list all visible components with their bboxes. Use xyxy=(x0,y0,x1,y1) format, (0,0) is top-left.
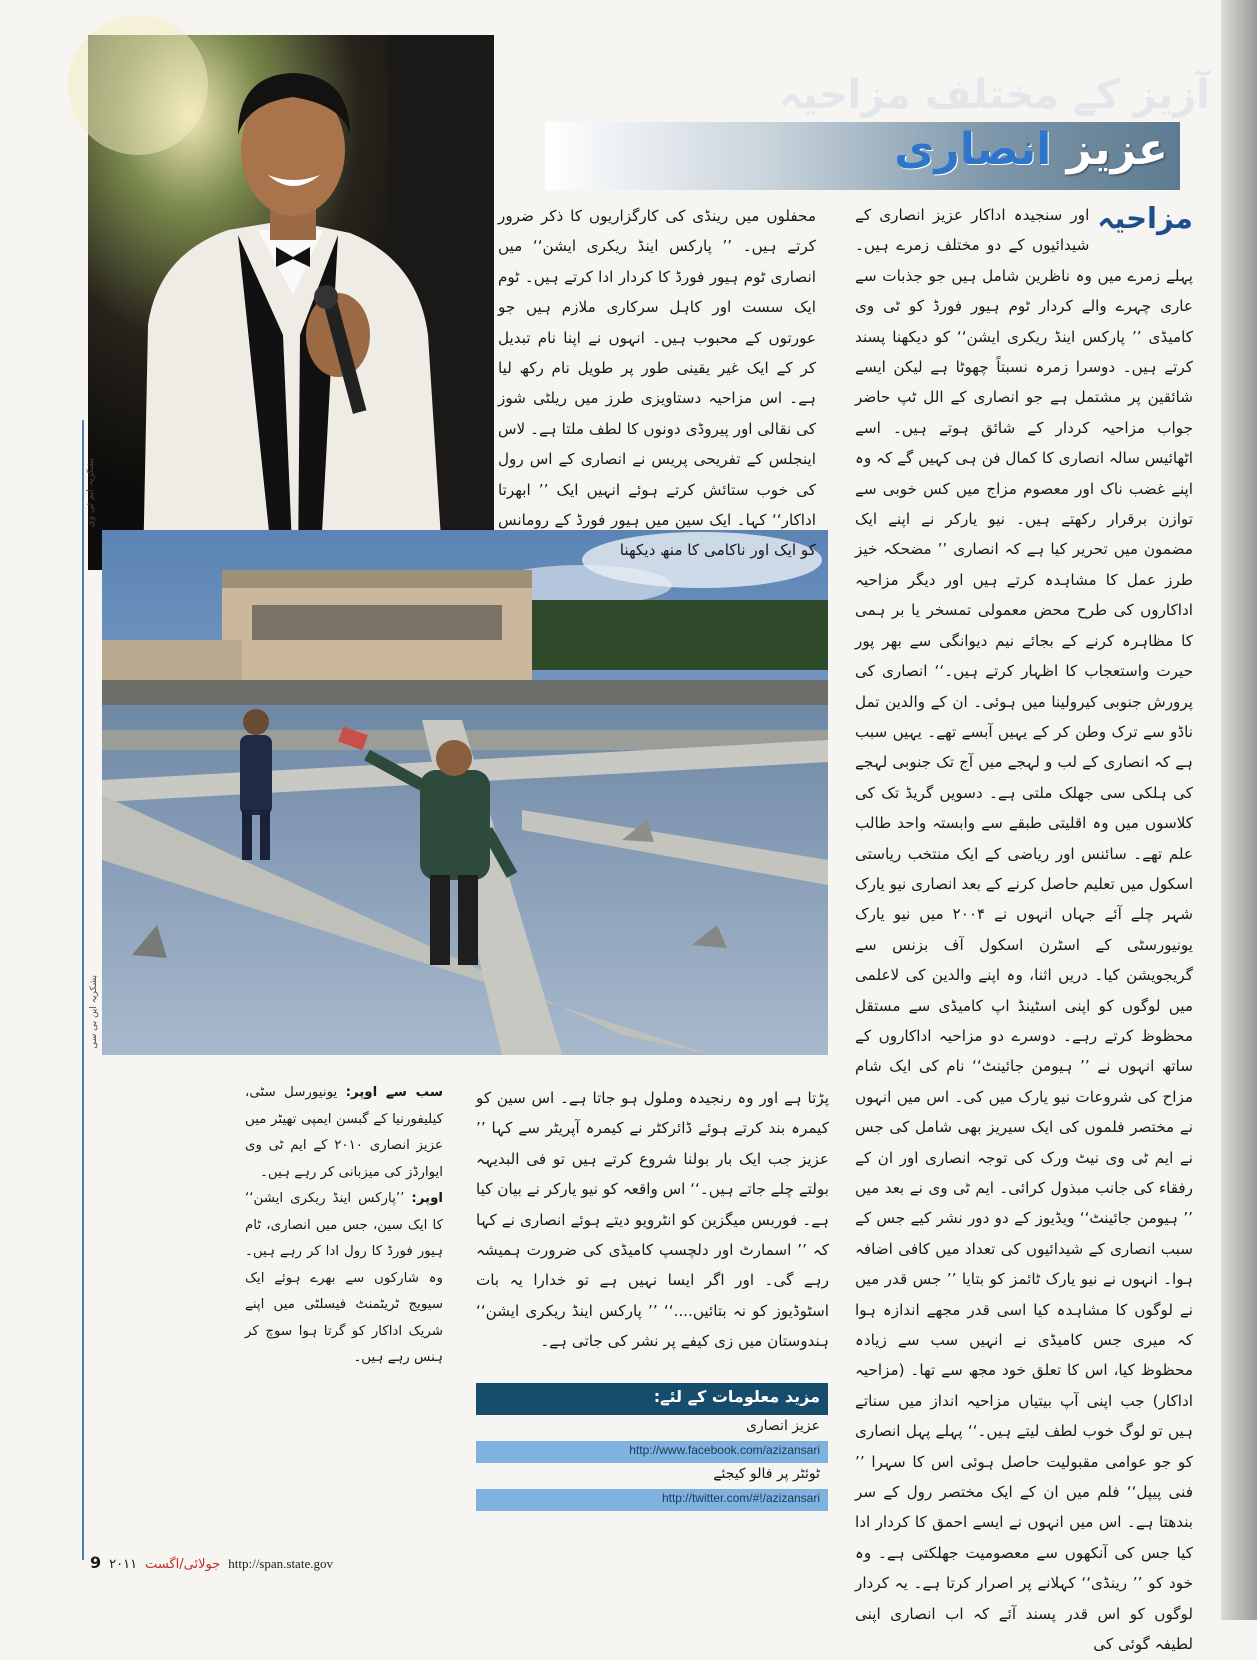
photo-parks-rec-scene xyxy=(102,530,828,1055)
more-info-name: عزیز انصاری xyxy=(745,1418,820,1434)
margin-rule xyxy=(82,420,84,1560)
article-column-middle-top xyxy=(498,201,816,566)
article-text-middle-top: محفلوں میں رینڈی کی کارگزاریوں کا ذکر ضرور کرتے ہیں۔ ’’ پارکس اینڈ ریکری ایشن‘‘ میں انصاری ٹوم ہیور فورڈ کا کردار ادا کرتے ہیں۔ ٹوم ایک سست اور کاہل سرکاری ملازم ہیں جو عورتوں کے محبوب ہیں۔ انہوں نے اپنا نام تبدیل کر کے ایک غیر یقینی طور پر طویل نام رکھ لیا ہے۔ اس مزاحیہ دستاویزی طرز میں ریلٹی شوز کی نقالی اور پیروڈی دونوں کا لطف ملتا ہے۔ لاس اینجلس کے تفریحی پریس نے انصاری کے اس رول کی خوب ستائش کرتے ہوئے انہیں ایک ’’ ابھرتا اداکار‘‘ کہا۔ ایک سین میں ہیور فورڈ کے رومانس کو ایک اور ناکامی کا منھ دیکھنا xyxy=(498,207,816,560)
page-edge-shadow xyxy=(1221,0,1257,1620)
footer-issue: جولائی/اگست xyxy=(145,1557,221,1572)
photo-credit-main: بشکریہ این بی سی xyxy=(89,975,99,1049)
twitter-link[interactable]: http://twitter.com/#!/azizansari xyxy=(476,1489,828,1511)
page-number: 9 xyxy=(90,1553,102,1572)
photo-caption xyxy=(245,1080,443,1372)
article-column-right xyxy=(855,200,1193,1660)
title-bar xyxy=(545,122,1180,190)
article-column-middle-bottom xyxy=(476,1083,829,1357)
title-first-name: عزیز xyxy=(1066,124,1168,175)
article-text-right: اور سنجیدہ اداکار عزیز انصاری کے شیدائیوں کے دو مختلف زمرے ہیں۔ پہلے زمرے میں وہ ناظرین شامل ہیں جو جذبات سے عاری چہرے والے کردار ٹوم ہیور فورڈ کو ٹی وی کامیڈی ’’ پارکس اینڈ ریکری ایشن‘‘ کو دیکھنا پسند کرتے ہیں۔ دوسرا زمرہ نسبتاً چھوٹا ہے لیکن ایسے شائقین پر مشتمل ہے جو انصاری کے الل ٹپ حاضر جواب مزاحیہ کردار کے شائق ہوتے ہیں۔ اسے اٹھائیس سالہ انصاری کا کمال فن ہی کہیں گے کہ وہ اپنے غضب ناک اور معصوم مزاج میں کس خوبی سے توازن برقرار رکھتے ہیں۔ نیو یارکر نے اپنے ایک مضمون میں تحریر کیا ہے کہ انصاری ’’ مضحکہ خیز طرز عمل کا مشاہدہ کرتے ہیں اور دیگر مزاحیہ اداکاروں کی طرح محض معمولی تمسخر یا بر ہمی کا مظاہرہ کرنے کے بجائے نیم دیوانگی سے بھر پور حیرت واستعجاب کا اظہار کرتے ہیں۔‘‘ انصاری کی پرورش جنوبی کیرولینا میں ہوئی۔ ان کے والدین تمل ناڈو سے ترک وطن کر کے یہیں آبسے تھے۔ یہیں سبب ہے کہ انصاری کے لب و لہجے میں آج تک جنوبی لہجے کی ہلکی سی جھلک ملتی ہے۔ دسویں گریڈ تک کی کلاسوں میں وہ اقلیتی طبقے سے وابستہ واحد طالب علم تھے۔ سائنس اور ریاضی کے ایک منتخب ریاستی اسکول میں تعلیم حاصل کرنے کے بعد انصاری نیو یارک شہر چلے آئے جہاں انہوں نے ۲۰۰۴ میں نیو یارک یونیورسٹی کے اسٹرن اسکول آف بزنس سے گریجویشن کیا۔ دریں اثنا، وہ اپنے والدین کی لاعلمی میں لوگوں کو اپنی اسٹینڈ اپ کامیڈی سے مستقل محظوظ کرتے رہے۔ دوسرے دو مزاحیہ اداکاروں کے ساتھ انہوں نے ’’ ہیومن جائینٹ‘‘ نام کی ایک شام مزاح کی شروعات نیو یارک میں کی۔ اس میں انہوں نے مختصر فلموں کی ایک سیریز بھی شامل کی جس نے ایم ٹی وی نیٹ ورک کی توجہ انصاری اور ان کے رفقاء کی جانب مبذول کرائی۔ ایم ٹی وی نے بعد میں ’’ ہیومن جائینٹ‘‘ ویڈیوز کے دو دور نشر کیے جس کے سبب انصاری کے شیدائیوں کی تعداد میں کافی اضافہ ہوا۔ انہوں نے نیو یارک ٹائمز کو بتایا ’’ جس قدر میں نے لوگوں کا مشاہدہ کیا اسی قدر مجھے اندازہ ہوا کہ میری جس کامیڈی نے انہیں سب سے زیادہ محظوظ کیا، اس کا تعلق خود مجھ سے تھا۔ (مزاحیہ اداکار) جب اپنی آپ بیتیاں مزاحیہ انداز میں سناتے ہیں تو لوگ خوب لطف لیتے ہیں۔‘‘ پہلے پہل انصاری کو جو عوامی مقبولیت حاصل ہوئی اس کا سہرا ’’ فنی پیپل‘‘ فلم میں ان کے ایک مختصر رول کے سر بندھتا ہے۔ اس میں انہوں نے ایسے احمق کا کردار ادا کیا جس کی آنکھوں سے معصومیت جھلکتی ہے۔ وہ خود کو ’’ رینڈی‘‘ کہلانے پر اصرار کرتا ہے۔ یہ کردار لوگوں کو اس قدر پسند آئے کہ اب انصاری اپنی لطیفہ گوئی کی xyxy=(855,206,1193,1654)
caption-label-top: سب سے اوپر: xyxy=(345,1085,443,1100)
footer-year: ۲۰۱۱ xyxy=(109,1557,138,1572)
section-heading: مزاحیہ xyxy=(1097,201,1193,235)
photo-ansari-stage xyxy=(88,35,494,570)
article-text-middle-bottom: پڑتا ہے اور وہ رنجیدہ وملول ہو جاتا ہے۔ اس سین کو کیمرہ بند کرتے ہوئے ڈائرکٹر نے کیمرہ آپریٹر سے کہا ’’ عزیز جب ایک بار بولنا شروع کرتے ہیں تو فی البدیہہ بولتے چلے جاتے ہیں۔‘‘ اس واقعہ کو نیو یارکر نے بیان کیا ہے۔ فوربس میگزین کو انٹرویو دیتے ہوئے انصاری نے کہا کہ ’’ اسمارٹ اور دلچسپ کامیڈی کی ضرورت ہمیشہ رہے گی۔ اور اگر ایسا نہیں ہے تو خدارا یہ بات اسٹوڈیوز کو نہ بتائیں....‘‘ ’’ پارکس اینڈ ریکری ایشن‘‘ ہندوستان میں زی کیفے پر نشر کی جاتی ہے۔ xyxy=(476,1089,829,1351)
caption-text-top: یونیورسل سٹی، کیلیفورنیا کے گبسن ایمپی تھیٹر میں عزیز انصاری ۲۰۱۰ کے ایم ٹی وی ایوارڈز کی میزبانی کر رہے ہیں۔ xyxy=(245,1085,443,1180)
caption-label-above: اوپر: xyxy=(411,1191,443,1206)
footer-url[interactable]: http://span.state.gov xyxy=(228,1556,333,1571)
photo-credit-top: بشکریہ ایم ٹی وی xyxy=(86,458,96,528)
facebook-link[interactable]: http://www.facebook.com/azizansari xyxy=(476,1441,828,1463)
title-last-name: انصاری xyxy=(894,124,1052,175)
caption-text-above: ’’پارکس اینڈ ریکری ایشن‘‘ کا ایک سین، جس میں انصاری، ٹام ہیور فورڈ کا رول ادا کر رہے ہیں۔ وہ شارکوں سے بھرے ہوئے ایک سیویج ٹریٹمنٹ فیسلٹی میں اپنے شریک اداکار کو گرتا ہوا سوچ کر ہنس رہے ہیں۔ xyxy=(245,1191,443,1365)
more-info-box xyxy=(476,1383,828,1511)
ghost-title: آزیز کے مختلف مزاحیہ xyxy=(779,72,1210,118)
article-title xyxy=(894,124,1168,175)
page-footer xyxy=(90,1553,333,1572)
more-info-heading: مزید معلومات کے لئے: xyxy=(476,1383,828,1415)
twitter-follow-label: ٹوئٹر پر فالو کیجئے xyxy=(713,1466,820,1482)
